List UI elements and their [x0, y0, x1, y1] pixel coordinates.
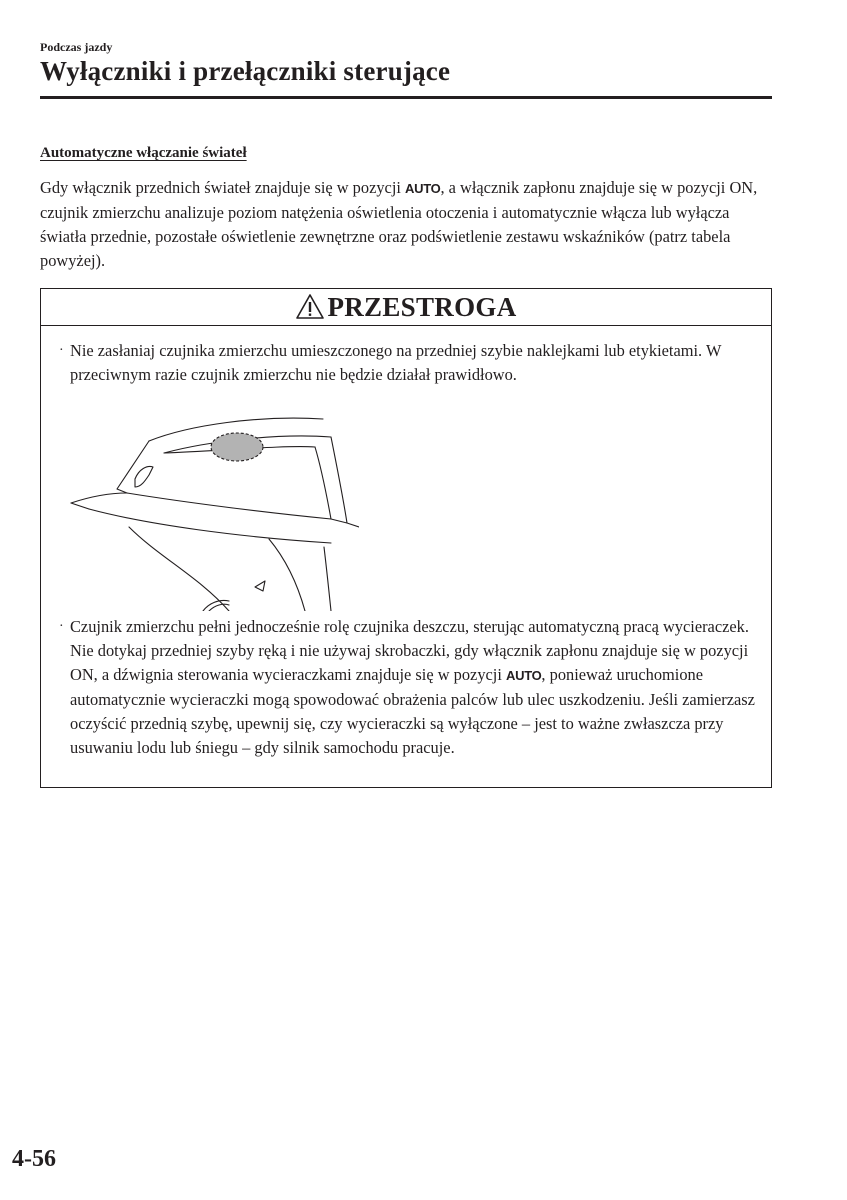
- warning-bullet-1-text: Nie zasłaniaj czujnika zmierzchu umieszczonego na przedniej szybie naklejkami lub etykietami. W przeciwnym razie czujnik zmierzchu nie będzie działał prawidłowo.: [70, 341, 722, 384]
- page-title: Wyłączniki i przełączniki sterujące: [40, 56, 451, 86]
- intro-text-1: Gdy włącznik przednich świateł znajduje się w pozycji: [40, 178, 406, 197]
- warning-bullet-2: [59, 615, 760, 760]
- warning-header: [41, 289, 771, 326]
- title-rule: [40, 96, 772, 99]
- car-windshield-sensor-illustration: [69, 407, 359, 611]
- page-number: 4-56: [12, 1146, 56, 1172]
- bullet-marker: ·: [59, 343, 64, 358]
- warning-icon: [295, 293, 325, 320]
- auto-label: AUTO: [506, 668, 542, 683]
- warning-box: [40, 288, 772, 788]
- sensor-area: [211, 433, 263, 461]
- warning-bullet-1: [59, 339, 760, 387]
- auto-label: AUTO: [405, 181, 441, 196]
- section-label: Podczas jazdy: [40, 40, 113, 54]
- intro-text-2: , a włącznik zapłonu znajduje się w pozycji ON, czujnik zmierzchu analizuje poziom natężenia oświetlenia otoczenia i automatycznie włącza lub wyłącza światła przednie, pozostałe oświetlenie zewnętrzne oraz podświetlenie zestawu wskaźników (patrz tabela powyżej).: [40, 178, 758, 270]
- warning-bullet-2-text-1: Czujnik zmierzchu pełni jednocześnie rolę czujnika deszczu, sterując automatyczną pracą wycieraczek. Nie dotykaj przedniej szyby ręką i nie używaj skrobaczki, gdy włącznik zapłonu znajduje się w pozycji ON, a dźwignia sterowania wycieraczkami znajduje się w pozycji: [70, 617, 749, 684]
- subheading: Automatyczne włączanie świateł: [40, 145, 247, 161]
- warning-title: PRZESTROGA: [327, 291, 517, 322]
- bullet-marker: ·: [59, 619, 64, 634]
- intro-paragraph: [40, 176, 770, 273]
- warning-bullet-2-text-2: , ponieważ uruchomione automatycznie wycieraczki mogą spowodować obrażenia palców lub ulec uszkodzeniu. Jeśli zamierzasz oczyścić przednią szybę, upewnij się, czy wycieraczki są wyłączone – jest to ważne zwłaszcza przy usuwaniu lodu lub śniegu – gdy silnik samochodu pracuje.: [70, 665, 755, 757]
